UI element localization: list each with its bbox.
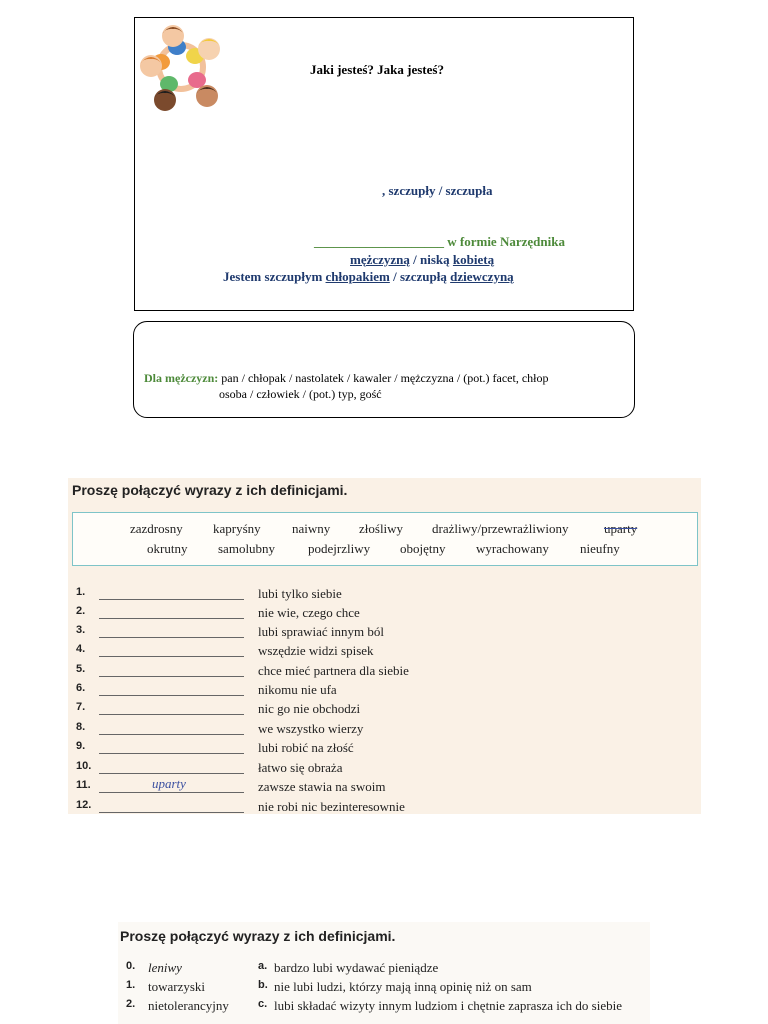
item-number: 2.	[126, 998, 136, 1010]
item-definition: nie robi nic bezinteresownie	[258, 799, 405, 814]
item-number: 9.	[76, 740, 86, 752]
adjective-line: , szczupły / szczupła	[382, 183, 493, 198]
answer-blank[interactable]	[99, 618, 244, 619]
answer-blank[interactable]	[99, 773, 244, 774]
answer-blank[interactable]	[99, 695, 244, 696]
answer-blank[interactable]	[99, 734, 244, 735]
general-words-line: osoba / człowiek / (pot.) typ, gość	[219, 387, 382, 401]
answer-blank[interactable]	[99, 637, 244, 638]
instrumental-blank: ____________________	[314, 234, 444, 249]
item-definition: nie wie, czego chce	[258, 605, 360, 620]
word-bank-item: samolubny	[218, 541, 276, 556]
item-definition: we wszystko wierzy	[258, 721, 364, 736]
word-bank-item-used: uparty	[604, 521, 638, 536]
word-bank	[72, 512, 698, 566]
answer-blank[interactable]	[99, 676, 244, 677]
item-letter: b.	[258, 979, 268, 991]
item-definition: bardzo lubi wydawać pieniądze	[274, 960, 439, 975]
item-definition: lubi sprawiać innym ból	[258, 624, 385, 639]
answer-blank[interactable]	[99, 753, 244, 754]
example-line-men-women	[350, 252, 494, 268]
item-number: 5.	[76, 663, 86, 675]
exercise-2-title: Proszę połączyć wyrazy z ich definicjami.	[120, 928, 396, 944]
word-nisko: / niską	[409, 252, 453, 267]
children-circle-illustration	[139, 22, 223, 112]
item-word: leniwy	[148, 960, 182, 975]
item-number: 12.	[76, 799, 92, 811]
word-bank-item: naiwny	[292, 521, 331, 536]
people-words-box	[133, 321, 635, 418]
item-number: 0.	[126, 960, 136, 972]
answer-blank[interactable]	[99, 599, 244, 600]
word-chlopakiem: chłopakiem	[325, 269, 390, 284]
item-definition: łatwo się obraża	[258, 760, 343, 775]
men-words: pan / chłopak / nastolatek / kawaler / mężczyzna / (pot.) facet, chłop	[218, 371, 549, 385]
answer-text: uparty	[152, 776, 186, 791]
item-number: 4.	[76, 643, 86, 655]
word-bank-item: okrutny	[147, 541, 188, 556]
answer-blank[interactable]	[99, 792, 244, 793]
men-label: Dla mężczyzn:	[144, 371, 219, 385]
answer-blank[interactable]	[99, 714, 244, 715]
item-number: 10.	[76, 760, 92, 772]
word-bank-item: zazdrosny	[130, 521, 183, 536]
item-definition: wszędzie widzi spisek	[258, 643, 374, 658]
word-bank-item: drażliwy/przewrażliwiony	[432, 521, 569, 536]
answer-blank[interactable]	[99, 812, 244, 813]
item-definition: nic go nie obchodzi	[258, 701, 361, 716]
item-definition: nikomu nie ufa	[258, 682, 337, 697]
exercise-2	[118, 922, 650, 1024]
word-bank-item: kapryśny	[213, 521, 261, 536]
item-definition: lubi robić na złość	[258, 740, 354, 755]
item-number: 2.	[76, 605, 86, 617]
item-letter: a.	[258, 960, 268, 972]
exercise-1	[68, 478, 701, 814]
sentence-middle: / szczupłą	[389, 269, 451, 284]
men-words-line	[144, 371, 549, 386]
item-letter: c.	[258, 998, 268, 1010]
item-word: towarzyski	[148, 979, 206, 994]
word-bank-item: złośliwy	[359, 521, 404, 536]
word-dziewczyna: dziewczyną	[450, 269, 514, 284]
item-word: nietolerancyjny	[148, 998, 229, 1013]
example-sentence	[223, 269, 514, 285]
item-number: 1.	[126, 979, 136, 991]
sentence-start: Jestem szczupłym	[223, 269, 326, 284]
item-definition: nie lubi ludzi, którzy mają inną opinię niż on sam	[274, 979, 532, 994]
item-number: 7.	[76, 701, 86, 713]
item-definition: lubi składać wizyty innym ludziom i chętnie zaprasza ich do siebie	[274, 998, 623, 1013]
item-definition: zawsze stawia na swoim	[258, 779, 386, 794]
item-number: 8.	[76, 721, 86, 733]
word-bank-item: podejrzliwy	[308, 541, 371, 556]
word-bank-item: obojętny	[400, 541, 446, 556]
item-definition: chce mieć partnera dla siebie	[258, 663, 409, 678]
instrumental-text: w formie Narzędnika	[444, 234, 565, 249]
exercise-1-title: Proszę połączyć wyrazy z ich definicjami.	[72, 482, 348, 498]
word-bank-item: wyrachowany	[476, 541, 549, 556]
item-definition: lubi tylko siebie	[258, 586, 342, 601]
item-number: 1.	[76, 586, 86, 598]
item-number: 3.	[76, 624, 86, 636]
word-bank-item: nieufny	[580, 541, 620, 556]
word-mezczyzna: mężczyzną	[350, 252, 410, 267]
word-kobieta: kobietą	[452, 252, 495, 267]
page-title: Jaki jesteś? Jaka jesteś?	[310, 62, 444, 77]
item-number: 11.	[76, 779, 91, 791]
answer-blank[interactable]	[99, 656, 244, 657]
instrumental-line	[314, 234, 565, 250]
item-number: 6.	[76, 682, 86, 694]
